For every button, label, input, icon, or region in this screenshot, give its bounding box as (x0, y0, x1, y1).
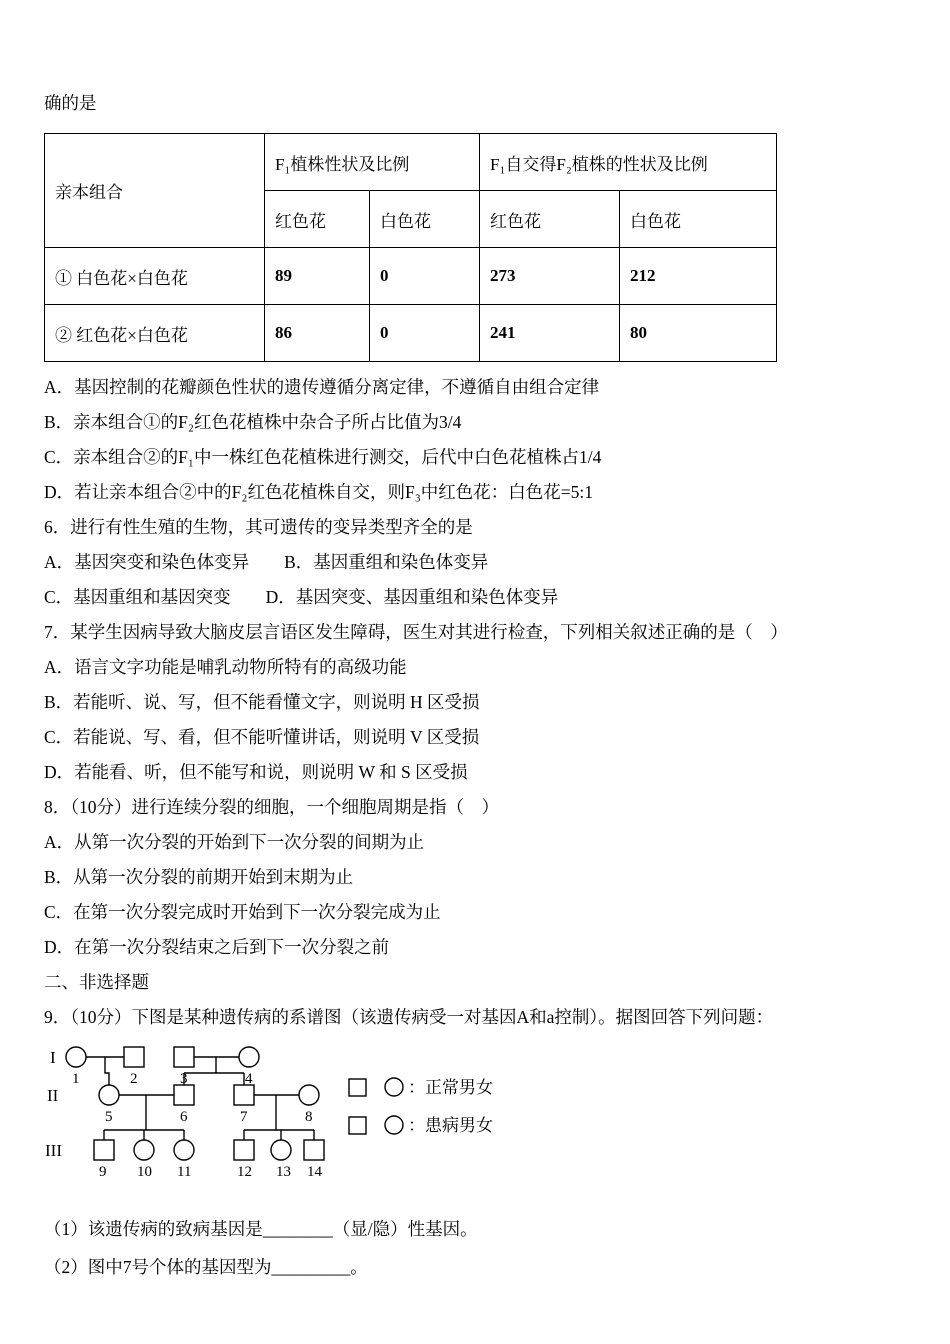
table-cell: 80 (620, 305, 777, 362)
table-cell: 86 (265, 305, 370, 362)
question-7-option-d: D．若能看、听，但不能写和说，则说明 W 和 S 区受损 (44, 762, 468, 782)
pedigree-number: 12 (237, 1164, 252, 1180)
pedigree-individual-2-male (124, 1047, 144, 1067)
pedigree-individual-13-female (271, 1140, 291, 1160)
question-7-option-c: C．若能说、写、看，但不能听懂讲话，则说明 V 区受损 (44, 727, 480, 747)
pedigree-diagram (44, 1043, 589, 1195)
pedigree-individual-4-female (239, 1047, 259, 1067)
table-row-label: ① 白色花×白色花 (45, 248, 265, 305)
legend-affected-label: ：患病男女 (408, 1116, 493, 1135)
question-8-option-a: A．从第一次分裂的开始到下一次分裂的间期为止 (44, 832, 425, 852)
pedigree-individual-11-female (174, 1140, 194, 1160)
pedigree-number: 14 (307, 1164, 322, 1180)
table-cell: 212 (620, 248, 777, 305)
pedigree-number: 6 (180, 1109, 188, 1125)
table-subheader-white-f1: 白色花 (370, 191, 480, 248)
pedigree-individual-3-male (174, 1047, 194, 1067)
pedigree-number: 2 (130, 1071, 138, 1087)
table-row-label: ② 红色花×白色花 (45, 305, 265, 362)
cross-results-table (44, 133, 777, 362)
pedigree-number: 10 (137, 1164, 152, 1180)
pedigree-number: 13 (276, 1164, 291, 1180)
generation-label-1: I (50, 1048, 56, 1067)
table-subheader-red-f1: 红色花 (265, 191, 370, 248)
table-row (45, 248, 777, 305)
pedigree-individual-5-female (99, 1085, 119, 1105)
legend-normal-label: ：正常男女 (408, 1078, 493, 1097)
pedigree-figure (44, 1043, 910, 1200)
pedigree-number: 9 (99, 1164, 107, 1180)
table-subheader-red-f2: 红色花 (480, 191, 620, 248)
question-6-stem: 6．进行有性生殖的生物，其可遗传的变异类型齐全的是 (44, 517, 473, 537)
question-9-part-1: （1）该遗传病的致病基因是________（显/隐）性基因。 (44, 1219, 478, 1239)
pedigree-individual-7-male (234, 1085, 254, 1105)
table-cell: 89 (265, 248, 370, 305)
legend-normal-female-icon (385, 1078, 403, 1096)
table-header-f1-group: F₁植株性状及比例 (265, 134, 480, 191)
question-6-options-cd: C．基因重组和基因突变 D．基因突变、基因重组和染色体变异 (44, 587, 559, 607)
question-9-stem: 9．（10分）下图是某种遗传病的系谱图（该遗传病受一对基因A和a控制）。据图回答下列问题： (44, 1007, 774, 1027)
pedigree-number: 5 (105, 1109, 113, 1125)
generation-label-3: III (45, 1141, 62, 1160)
intro-text: 确的是 (44, 93, 97, 113)
table-subheader-white-f2: 白色花 (620, 191, 777, 248)
pedigree-individual-6-male (174, 1085, 194, 1105)
question-9-part-2: （2）图中7号个体的基因型为_________。 (44, 1257, 368, 1277)
question-6-options-ab: A．基因突变和染色体变异 B．基因重组和染色体变异 (44, 552, 489, 572)
pedigree-number: 7 (240, 1109, 248, 1125)
question-8-option-b: B．从第一次分裂的前期开始到末期为止 (44, 867, 354, 887)
section-2-heading: 二、非选择题 (44, 972, 149, 992)
pedigree-individual-8-female (299, 1085, 319, 1105)
question-5-option-b: B．亲本组合①的F₂红色花植株中杂合子所占比值为3/4 (44, 412, 462, 432)
pedigree-individual-14-male (304, 1140, 324, 1160)
legend-normal-male-icon (349, 1079, 366, 1096)
pedigree-connectors (86, 1057, 314, 1140)
legend-affected-female-icon (385, 1116, 403, 1134)
question-8-stem: 8．（10分）进行连续分裂的细胞，一个细胞周期是指（ ） (44, 797, 499, 817)
table-header-row-1 (45, 134, 777, 191)
pedigree-number: 11 (177, 1164, 192, 1180)
generation-label-2: II (47, 1086, 59, 1105)
table-cell: 0 (370, 248, 480, 305)
question-5-option-a: A．基因控制的花瓣颜色性状的遗传遵循分离定律，不遵循自由组合定律 (44, 377, 600, 397)
question-8-option-d: D．在第一次分裂结束之后到下一次分裂之前 (44, 937, 390, 957)
pedigree-individual-10-female (134, 1140, 154, 1160)
question-7-option-a: A．语言文字功能是哺乳动物所特有的高级功能 (44, 657, 407, 677)
table-cell: 0 (370, 305, 480, 362)
pedigree-individual-1-female (66, 1047, 86, 1067)
legend-affected-male-icon (349, 1117, 366, 1134)
table-header-parent-combo: 亲本组合 (45, 134, 265, 248)
question-7-stem: 7．某学生因病导致大脑皮层言语区发生障碍，医生对其进行检查，下列相关叙述正确的是（ ） (44, 622, 788, 642)
question-8-option-c: C．在第一次分裂完成时开始到下一次分裂完成为止 (44, 902, 441, 922)
pedigree-number: 1 (72, 1071, 80, 1087)
pedigree-individual-12-male (234, 1140, 254, 1160)
pedigree-number: 3 (180, 1071, 188, 1087)
table-cell: 273 (480, 248, 620, 305)
question-5-option-c: C．亲本组合②的F₁中一株红色花植株进行测交，后代中白色花植株占1/4 (44, 447, 602, 467)
question-7-option-b: B．若能听、说、写，但不能看懂文字，则说明 H 区受损 (44, 692, 480, 712)
pedigree-individual-9-male (94, 1140, 114, 1160)
table-row (45, 305, 777, 362)
table-cell: 241 (480, 305, 620, 362)
pedigree-number: 4 (245, 1071, 253, 1087)
pedigree-number: 8 (305, 1109, 313, 1125)
question-5-option-d: D．若让亲本组合②中的F₂红色花植株自交，则F₃中红色花：白色花=5:1 (44, 482, 594, 502)
table-header-f2-group: F₁自交得F₂植株的性状及比例 (480, 134, 777, 191)
